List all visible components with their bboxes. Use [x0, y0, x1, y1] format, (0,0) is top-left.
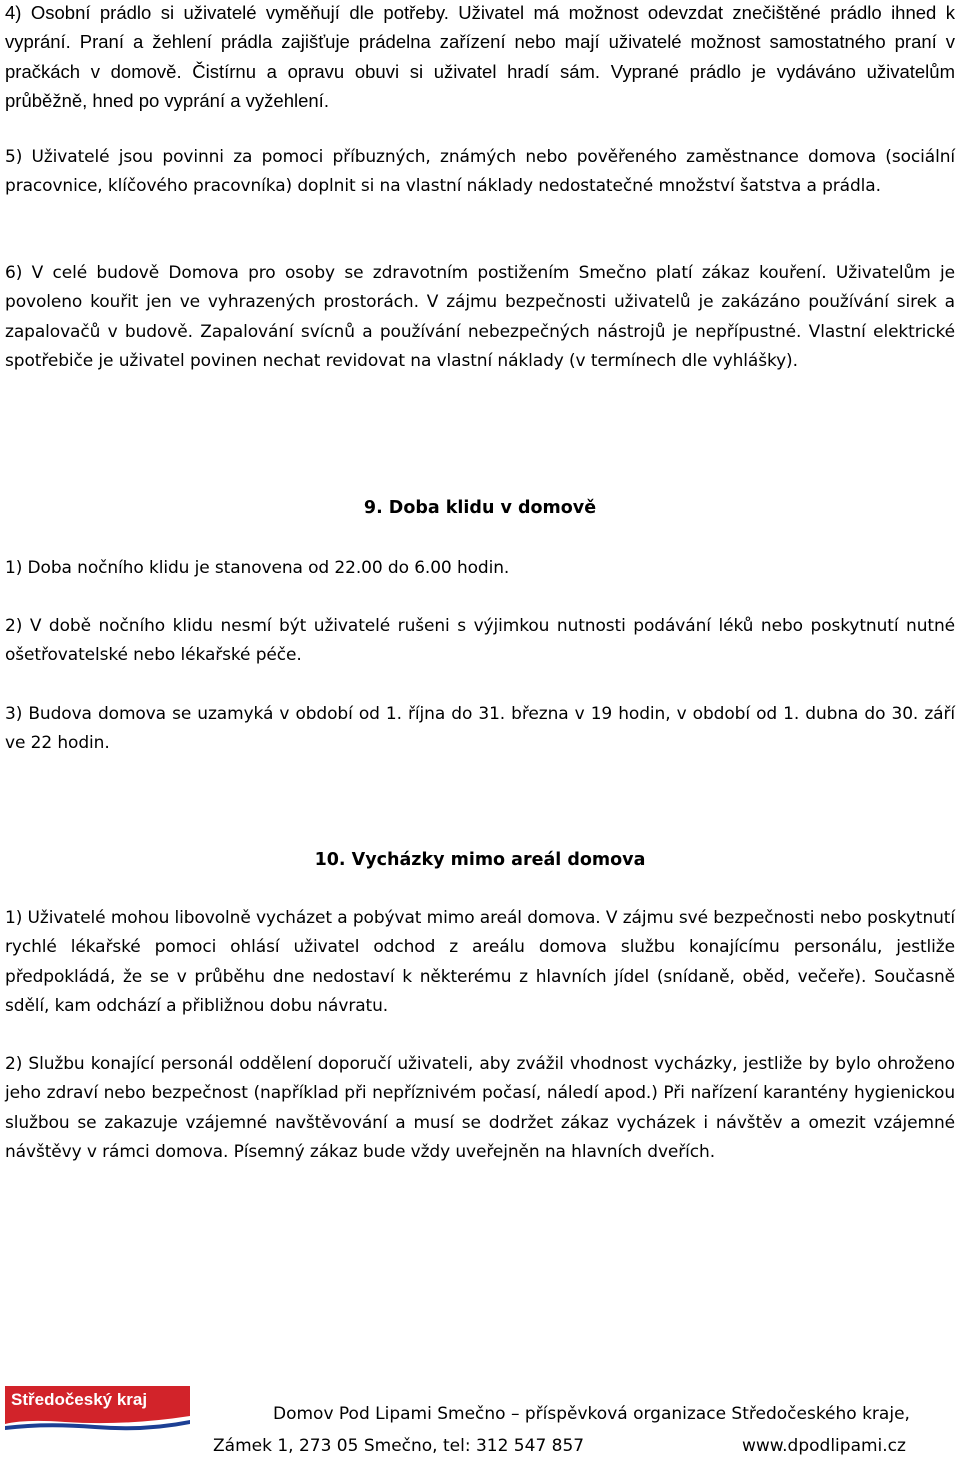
section-9-heading: 9. Doba klidu v domově — [363, 498, 597, 518]
svg-text:Středočeský kraj: Středočeský kraj — [11, 1390, 148, 1409]
paragraph-6: 6) V celé budově Domova pro osoby se zdravotním postižením Smečno platí zákaz kouření. Uživatelům je povoleno kouřit jen ve vyhrazených prostorách. V zájmu bezpečnosti uživatelů je zakázáno používání sirek a zapalovačů v budově. Zapalování svícnů a používání nebezpečných nástrojů je nepřípustné. Vlastní elektrické spotřebiče je uživatel povinen nechat revidovat na vlastní náklady (v termínech dle vyhlášky). — [5, 263, 955, 372]
paragraph-5: 5) Uživatelé jsou povinni za pomoci příbuzných, známých nebo pověřeného zaměstnance domova (sociální pracovnice, klíčového pracovníka) doplnit si na vlastní náklady nedostatečné množství šatstva a prádla. — [5, 147, 955, 197]
section-10-heading: 10. Vycházky mimo areál domova — [314, 850, 646, 870]
footer-organization — [273, 1404, 910, 1424]
footer-organization-text: Domov Pod Lipami Smečno – příspěvková organizace Středočeského kraje, — [273, 1404, 910, 1424]
section-10-paragraph-2: 2) Službu konající personál oddělení doporučí uživateli, aby zvážil vhodnost vycházky, jestliže by bylo ohroženo jeho zdraví nebo bezpečnost (například při nepříznivém počasí, náledí apod.) Při nařízení karantény hygienickou službou se zakazuje vzájemné navštěvování a musí se dodržet zákaz vycházek i návštěv a omezit vzájemné návštěvy v rámci domova. Písemný zákaz bude vždy uveřejněn na hlavních dveřích. — [5, 1054, 955, 1163]
section-9-paragraph-3: 3) Budova domova se uzamyká v období od 1. října do 31. března v 19 hodin, v období od 1. dubna do 30. září ve 22 hodin. — [5, 704, 955, 754]
footer-address: Zámek 1, 273 05 Smečno, tel: 312 547 857 — [213, 1436, 585, 1456]
paragraph-4: 4) Osobní prádlo si uživatelé vyměňují dle potřeby. Uživatel má možnost odevzdat znečištěné prádlo ihned k vyprání. Praní a žehlení prádla zajišťuje prádelna zařízení nebo mají uživatelé možnost samostatného praní v pračkách v domově. Čistírnu a opravu obuvi si uživatel hradí sám. Vyprané prádlo je vydáváno uživatelům průběžně, hned po vyprání a vyžehlení. — [5, 2, 955, 112]
footer-website[interactable]: www.dpodlipami.cz — [742, 1436, 906, 1456]
section-9-paragraph-1: 1) Doba nočního klidu je stanovena od 22.00 do 6.00 hodin. — [5, 558, 510, 578]
section-10-paragraph-1: 1) Uživatelé mohou libovolně vycházet a pobývat mimo areál domova. V zájmu své bezpečnosti nebo poskytnutí rychlé lékařské pomoci ohlásí uživatel odchod z areálu domova službu konajícímu personálu, jestliže předpokládá, že se v průběhu dne nedostaví k některému z hlavních jídel (snídaně, oběd, večeře). Současně sdělí, kam odchází a přibližnou dobu návratu. — [5, 908, 955, 1017]
stredocesky-kraj-logo — [5, 1386, 190, 1434]
section-9-paragraph-2: 2) V době nočního klidu nesmí být uživatelé rušeni s výjimkou nutnosti podávání léků nebo poskytnutí nutné ošetřovatelské nebo lékařské péče. — [5, 616, 955, 666]
